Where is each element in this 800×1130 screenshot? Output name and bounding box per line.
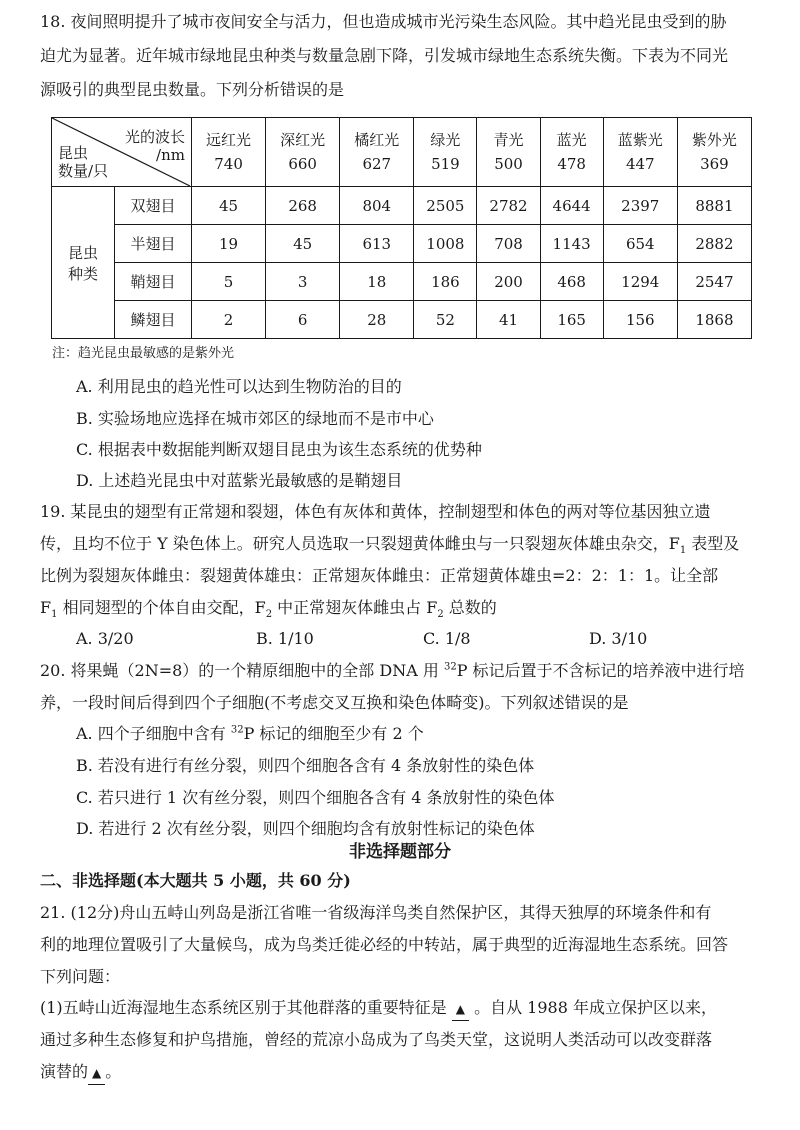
col-name: 远红光 bbox=[206, 131, 252, 149]
section-title: 非选择题部分 bbox=[349, 842, 451, 862]
row-name: 双翅目 bbox=[115, 187, 192, 225]
corner-header-wavelength bbox=[125, 128, 185, 164]
table-cell: 2547 bbox=[677, 263, 751, 301]
q19-line-3: 比例为裂翅灰体雌虫：裂翅黄体雄虫：正常翅灰体雌虫：正常翅黄体雄虫=2：2：1：1。让全部 bbox=[40, 566, 719, 585]
table-cell: 8881 bbox=[677, 187, 751, 225]
q19-option-d: D. 3/10 bbox=[589, 629, 648, 648]
table-cell: 156 bbox=[603, 301, 677, 339]
col-wavelength: 740 bbox=[214, 155, 243, 173]
group-label-cell bbox=[52, 187, 115, 339]
col-wavelength: 369 bbox=[700, 155, 729, 173]
table-cell: 268 bbox=[266, 187, 340, 225]
q21-part1-tail: 。自从 1988 年成立保护区以来， bbox=[474, 998, 717, 1017]
group-label-line-2: 种类 bbox=[67, 264, 98, 283]
q19-sub-2: 2 bbox=[265, 609, 273, 621]
table-row bbox=[52, 187, 752, 225]
row-name: 鞘翅目 bbox=[115, 263, 192, 301]
q21-part1-line-1 bbox=[40, 997, 717, 1021]
q21-part1-line-3 bbox=[40, 1061, 121, 1085]
col-header bbox=[677, 118, 751, 187]
q19-line-4-text-3: 总数的 bbox=[443, 598, 497, 617]
q19-line-4 bbox=[40, 597, 497, 619]
q18-line-3: 源吸引的典型昆虫数量。下列分析错误的是 bbox=[40, 80, 345, 99]
q19-line-2 bbox=[40, 533, 739, 555]
q20-option-b: B. 若没有进行有丝分裂，则四个细胞各含有 4 条放射性的染色体 bbox=[76, 756, 535, 775]
row-name: 鳞翅目 bbox=[115, 301, 192, 339]
q20-option-a-text: A. 四个子细胞中含有 bbox=[76, 724, 231, 743]
table-cell: 45 bbox=[266, 225, 340, 263]
q18-line-1: 18. 夜间照明提升了城市夜间安全与活力，但也造成城市光污染生态风险。其中趋光昆虫受到的胁 bbox=[40, 12, 727, 31]
table-cell: 3 bbox=[266, 263, 340, 301]
table-row bbox=[52, 263, 752, 301]
table-cell: 2397 bbox=[603, 187, 677, 225]
col-wavelength: 627 bbox=[362, 155, 392, 173]
col-wavelength: 519 bbox=[431, 155, 460, 173]
table-cell: 18 bbox=[340, 263, 414, 301]
corner-header-insect bbox=[58, 144, 108, 180]
q20-line-1-tail: P 标记后置于不含标记的培养液中进行培 bbox=[456, 661, 745, 680]
table-corner-cell bbox=[52, 118, 192, 187]
col-wavelength: 500 bbox=[494, 155, 523, 173]
corner-insect-label: 昆虫 bbox=[58, 144, 89, 162]
q19-line-2-text: 传，且均不位于 Y 染色体上。研究人员选取一只裂翅黄体雌虫与一只裂翅灰体雄虫杂交，F bbox=[40, 534, 680, 553]
q21-part1-text: (1)五峙山近海湿地生态系统区别于其他群落的重要特征是 bbox=[40, 998, 447, 1017]
q20-line-1 bbox=[40, 660, 745, 682]
col-name: 橘红光 bbox=[354, 131, 400, 149]
group-label-line-1: 昆虫 bbox=[67, 243, 98, 262]
corner-insect-unit: 数量/只 bbox=[58, 162, 109, 180]
q19-option-b: B. 1/10 bbox=[256, 629, 314, 648]
table-cell: 2505 bbox=[414, 187, 477, 225]
q18-option-b: B. 实验场地应选择在城市郊区的绿地而不是市中心 bbox=[76, 409, 434, 428]
q21-part1-line-3-text: 演替的 bbox=[40, 1062, 89, 1081]
q19-line-4-text-1: 相同翅型的个体自由交配，F bbox=[57, 598, 266, 617]
col-name: 蓝紫光 bbox=[617, 131, 663, 149]
table-header-row bbox=[52, 118, 752, 187]
corner-wavelength-unit: /nm bbox=[156, 146, 185, 164]
table-cell: 2782 bbox=[477, 187, 540, 225]
table-note: 注：趋光昆虫最敏感的是紫外光 bbox=[52, 346, 235, 361]
q21-part1-line-2: 通过多种生态修复和护鸟措施，曾经的荒凉小岛成为了鸟类天堂，这说明人类活动可以改变群落 bbox=[40, 1030, 713, 1049]
table-cell: 1008 bbox=[414, 225, 477, 263]
table-cell: 5 bbox=[192, 263, 266, 301]
q18-option-a: A. 利用昆虫的趋光性可以达到生物防治的目的 bbox=[76, 377, 402, 396]
table-cell: 200 bbox=[477, 263, 540, 301]
q18-option-d: D. 上述趋光昆虫中对蓝紫光最敏感的是鞘翅目 bbox=[76, 471, 403, 490]
table-cell: 1868 bbox=[677, 301, 751, 339]
table-cell: 28 bbox=[340, 301, 414, 339]
table-cell: 41 bbox=[477, 301, 540, 339]
q19-line-4-text-2: 中正常翅灰体雌虫占 F bbox=[272, 598, 438, 617]
q20-line-2: 养，一段时间后得到四个子细胞(不考虑交叉互换和染色体畸变)。下列叙述错误的是 bbox=[40, 693, 629, 712]
table-cell: 804 bbox=[340, 187, 414, 225]
insect-light-table bbox=[51, 117, 752, 339]
q20-option-a-tail: P 标记的细胞至少有 2 个 bbox=[243, 724, 424, 743]
col-name: 蓝光 bbox=[556, 131, 587, 149]
table-cell: 6 bbox=[266, 301, 340, 339]
table-cell: 2882 bbox=[677, 225, 751, 263]
col-header bbox=[603, 118, 677, 187]
table-cell: 19 bbox=[192, 225, 266, 263]
q21-part1-line-3-tail: 。 bbox=[105, 1062, 122, 1081]
corner-wavelength-label: 光的波长 bbox=[124, 128, 185, 146]
col-header bbox=[192, 118, 266, 187]
table-cell: 4644 bbox=[540, 187, 603, 225]
table-row bbox=[52, 301, 752, 339]
q19-f1-subscript: 1 bbox=[679, 545, 687, 557]
table-cell: 52 bbox=[414, 301, 477, 339]
col-header bbox=[477, 118, 540, 187]
table-cell: 186 bbox=[414, 263, 477, 301]
answer-blank: ▲ bbox=[88, 1062, 105, 1085]
table-cell: 165 bbox=[540, 301, 603, 339]
q20-option-c: C. 若只进行 1 次有丝分裂，则四个细胞各含有 4 条放射性的染色体 bbox=[76, 788, 555, 807]
q20-option-a bbox=[76, 723, 424, 745]
table-cell: 708 bbox=[477, 225, 540, 263]
q20-option-d: D. 若进行 2 次有丝分裂，则四个细胞均含有放射性标记的染色体 bbox=[76, 819, 535, 838]
q18-line-2: 迫尤为显著。近年城市绿地昆虫种类与数量急剧下降，引发城市绿地生态系统失衡。下表为不同光 bbox=[40, 46, 729, 65]
table-cell: 45 bbox=[192, 187, 266, 225]
q21-line-3: 下列问题： bbox=[40, 967, 121, 986]
q19-option-a: A. 3/20 bbox=[76, 629, 134, 648]
q20-isotope-superscript: 32 bbox=[443, 661, 457, 673]
answer-blank: ▲ bbox=[452, 998, 469, 1021]
col-wavelength: 478 bbox=[557, 155, 586, 173]
col-name: 深红光 bbox=[280, 131, 326, 149]
col-name: 绿光 bbox=[430, 131, 461, 149]
col-header bbox=[540, 118, 603, 187]
row-name: 半翅目 bbox=[115, 225, 192, 263]
col-wavelength: 660 bbox=[288, 155, 317, 173]
q19-option-c: C. 1/8 bbox=[423, 629, 471, 648]
q18-option-c: C. 根据表中数据能判断双翅目昆虫为该生态系统的优势种 bbox=[76, 440, 482, 459]
q21-line-2: 利的地理位置吸引了大量候鸟，成为鸟类迁徙必经的中转站，属于典型的近海湿地生态系统。回答 bbox=[40, 935, 729, 954]
table-cell: 1294 bbox=[603, 263, 677, 301]
col-name: 紫外光 bbox=[691, 131, 737, 149]
table-cell: 1143 bbox=[540, 225, 603, 263]
q19-line-4-f: F bbox=[40, 598, 52, 617]
table-cell: 654 bbox=[603, 225, 677, 263]
col-header bbox=[340, 118, 414, 187]
col-name: 青光 bbox=[493, 131, 524, 149]
q19-sub-1: 1 bbox=[51, 609, 58, 621]
table-row bbox=[52, 225, 752, 263]
q19-line-1: 19. 某昆虫的翅型有正常翅和裂翅，体色有灰体和黄体，控制翅型和体色的两对等位基因独立遗 bbox=[40, 502, 711, 521]
q19-line-2-tail: 表型及 bbox=[686, 534, 740, 553]
table-cell: 613 bbox=[340, 225, 414, 263]
col-header bbox=[266, 118, 340, 187]
table-cell: 2 bbox=[192, 301, 266, 339]
table-cell: 468 bbox=[540, 263, 603, 301]
q20-line-1-text: 20. 将果蝇（2N=8）的一个精原细胞中的全部 DNA 用 bbox=[40, 661, 444, 680]
q20-option-a-superscript: 32 bbox=[230, 724, 244, 736]
col-header bbox=[414, 118, 477, 187]
q19-sub-3: 2 bbox=[437, 609, 444, 621]
q21-line-1: 21. (12分)舟山五峙山列岛是浙江省唯一省级海洋鸟类自然保护区，其得天独厚的环境条件和有 bbox=[40, 903, 712, 922]
section-heading: 二、非选择题(本大题共 5 小题，共 60 分) bbox=[40, 871, 351, 890]
col-wavelength: 447 bbox=[625, 155, 655, 173]
